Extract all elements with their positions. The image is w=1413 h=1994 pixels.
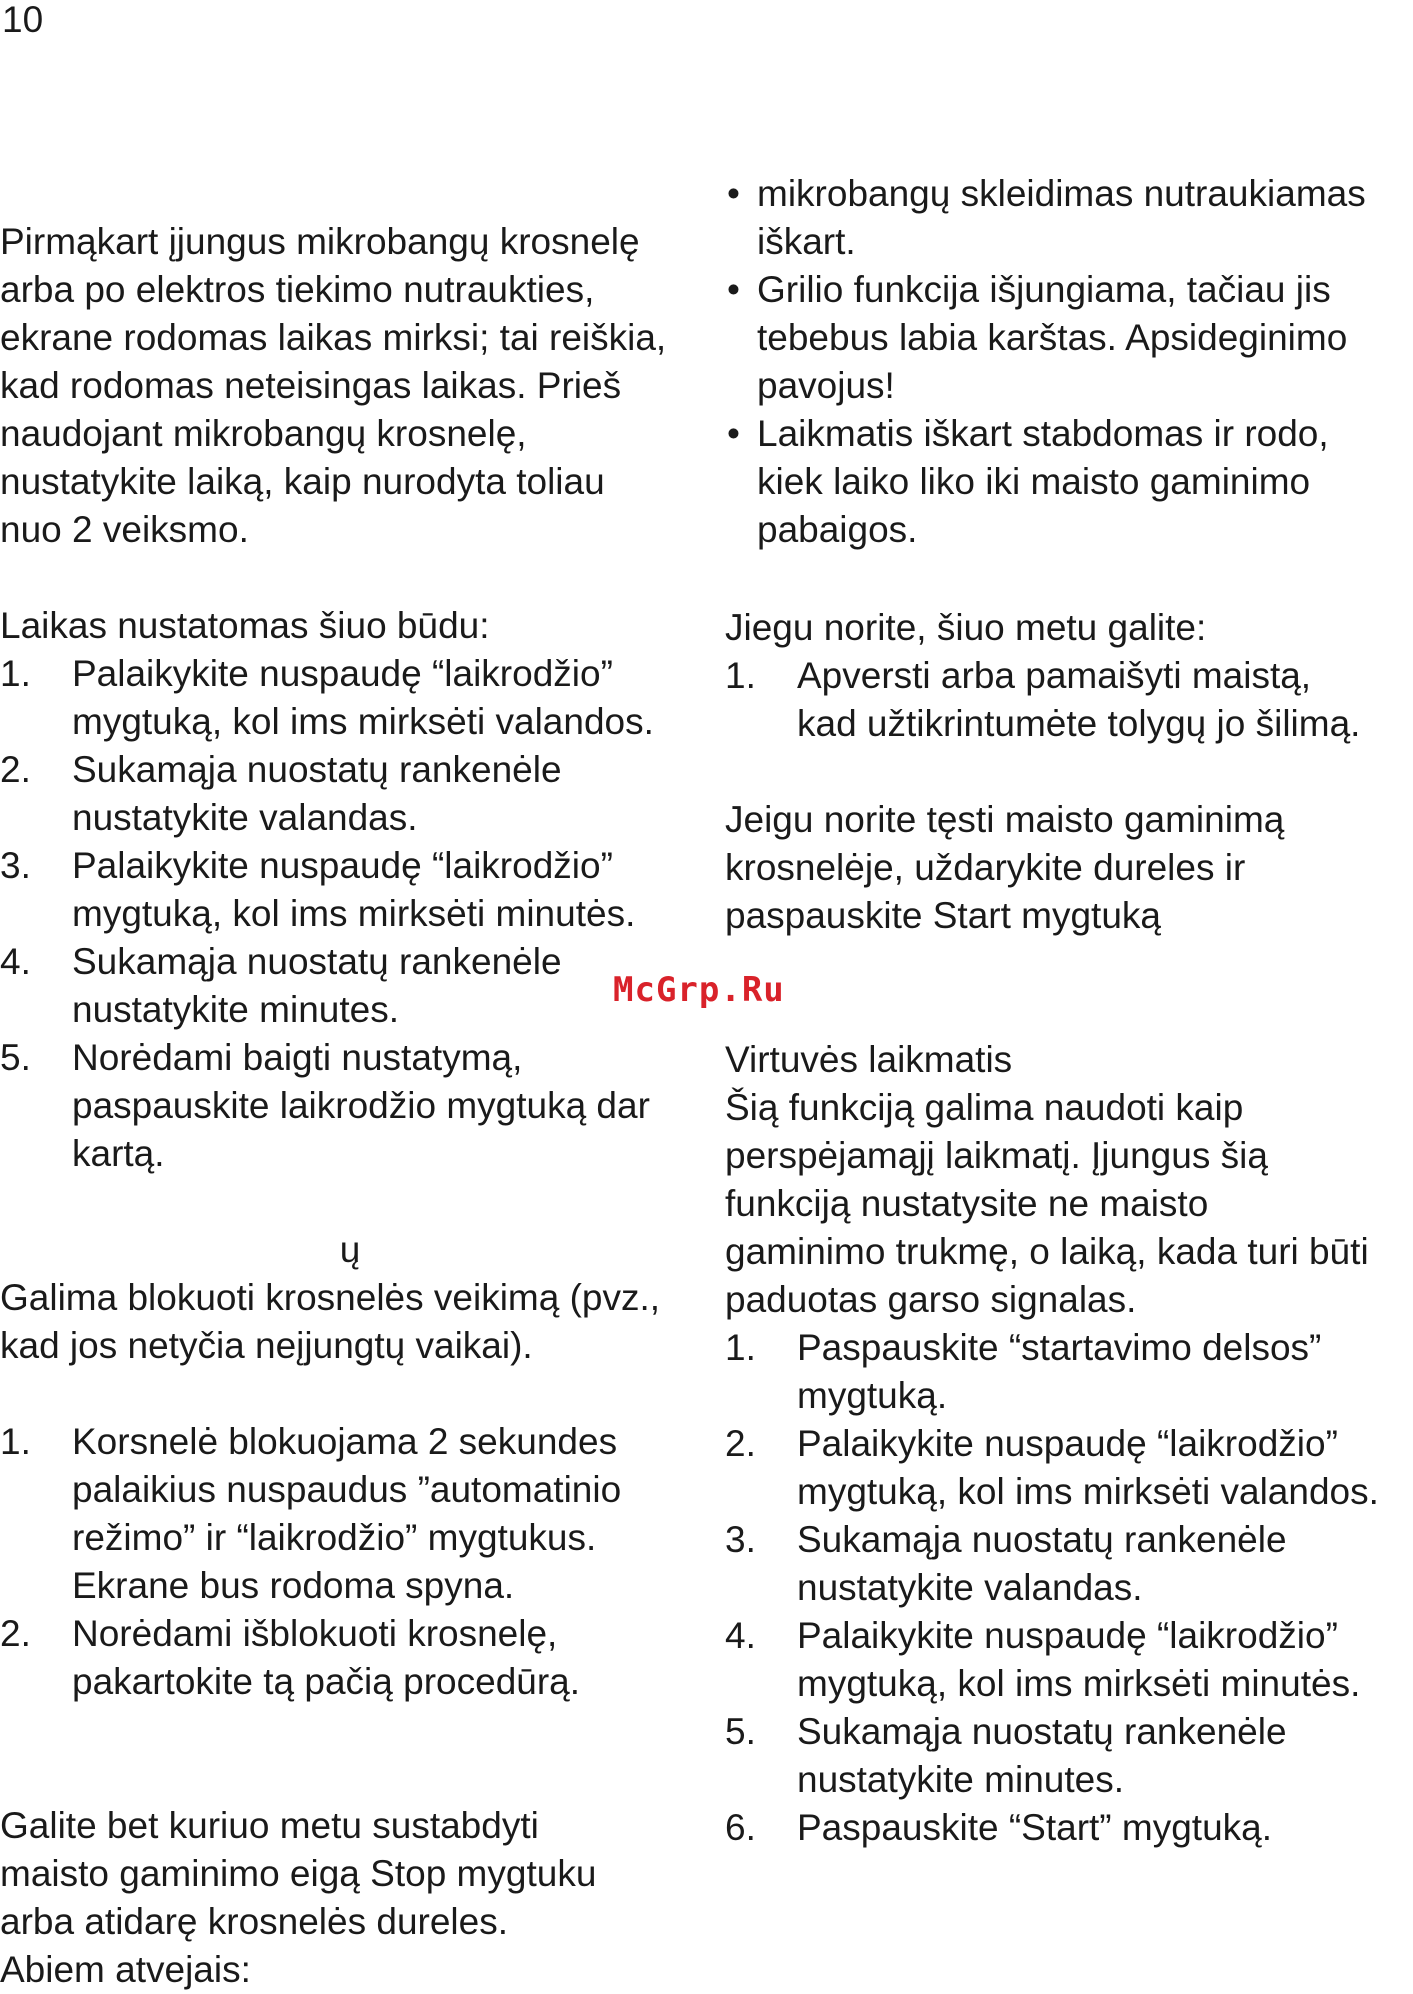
stop-intro-paragraph bbox=[0, 1802, 596, 1994]
list-item-number: 2. bbox=[725, 1423, 756, 1464]
list-item-line: Ekrane bus rodoma spyna. bbox=[72, 1565, 515, 1606]
paragraph-line: naudojant mikrobangų krosnelę, bbox=[0, 413, 527, 454]
list-item-number: 5. bbox=[725, 1711, 756, 1752]
list-item-line: Palaikykite nuspaudę “laikrodžio” bbox=[797, 1615, 1338, 1656]
bullet-item bbox=[725, 410, 1366, 554]
list-item bbox=[725, 652, 1360, 748]
page-number: 10 bbox=[2, 0, 44, 40]
paragraph-line: Šią funkciją galima naudoti kaip bbox=[725, 1087, 1244, 1128]
list-item-number: 3. bbox=[0, 845, 31, 886]
options-steps bbox=[725, 652, 1360, 748]
paragraph-line: gaminimo trukmę, o laiką, kada turi būti bbox=[725, 1231, 1369, 1272]
list-item-number: 3. bbox=[725, 1519, 756, 1560]
list-item-line: pakartokite tą pačią procedūrą. bbox=[72, 1661, 581, 1702]
bullet-item bbox=[725, 170, 1366, 266]
set-time-heading: Laikas nustatomas šiuo būdu: bbox=[0, 605, 490, 646]
list-item bbox=[725, 1804, 1379, 1852]
paragraph-line: nustatykite laiką, kaip nurodyta toliau bbox=[0, 461, 605, 502]
stop-effects-list bbox=[725, 170, 1366, 554]
paragraph-line: arba atidarę krosnelės dureles. bbox=[0, 1901, 509, 1942]
paragraph-line: arba po elektros tiekimo nutraukties, bbox=[0, 269, 595, 310]
paragraph-line: Jeigu norite tęsti maisto gaminimą bbox=[725, 799, 1285, 840]
list-item bbox=[0, 1610, 621, 1706]
bullet-icon: • bbox=[727, 413, 740, 454]
paragraph-line: krosnelėje, uždarykite dureles ir bbox=[725, 847, 1246, 888]
paragraph-line: nuo 2 veiksmo. bbox=[0, 509, 249, 550]
kitchen-timer-heading: Virtuvės laikmatis bbox=[725, 1039, 1013, 1080]
list-item bbox=[725, 1612, 1379, 1708]
list-item bbox=[0, 938, 654, 1034]
paragraph-line: Galite bet kuriuo metu sustabdyti bbox=[0, 1805, 539, 1846]
list-item bbox=[725, 1708, 1379, 1804]
paragraph-line: kad jos netyčia neįjungtų vaikai). bbox=[0, 1325, 533, 1366]
paragraph-line: ekrane rodomas laikas mirksi; tai reiškia, bbox=[0, 317, 667, 358]
bullet-item-line: kiek laiko liko iki maisto gaminimo bbox=[757, 461, 1311, 502]
list-item-number: 1. bbox=[725, 1327, 756, 1368]
list-item-number: 6. bbox=[725, 1807, 756, 1848]
continue-paragraph bbox=[725, 796, 1284, 940]
list-item bbox=[0, 1034, 654, 1178]
bullet-item-line: Laikmatis iškart stabdomas ir rodo, bbox=[757, 413, 1329, 454]
list-item-line: mygtuką, kol ims mirksėti minutės. bbox=[72, 893, 636, 934]
list-item bbox=[0, 1418, 621, 1610]
options-heading: Jiegu norite, šiuo metu galite: bbox=[725, 607, 1207, 648]
list-item-number: 4. bbox=[0, 941, 31, 982]
kitchen-timer-intro bbox=[725, 1084, 1369, 1324]
list-item-line: Norėdami išblokuoti krosnelę, bbox=[72, 1613, 558, 1654]
list-item-line: Norėdami baigti nustatymą, bbox=[72, 1037, 523, 1078]
list-item-line: nustatykite valandas. bbox=[797, 1567, 1143, 1608]
set-time-steps bbox=[0, 650, 654, 1178]
list-item-line: mygtuką, kol ims mirksėti valandos. bbox=[72, 701, 654, 742]
list-item-line: Palaikykite nuspaudę “laikrodžio” bbox=[72, 845, 613, 886]
watermark: McGrp.Ru bbox=[613, 970, 785, 1010]
list-item-line: Apversti arba pamaišyti maistą, bbox=[797, 655, 1312, 696]
bullet-item bbox=[725, 266, 1366, 410]
bullet-item-line: pabaigos. bbox=[757, 509, 918, 550]
list-item bbox=[725, 1324, 1379, 1420]
list-item-line: Sukamąja nuostatų rankenėle bbox=[72, 941, 562, 982]
list-item bbox=[725, 1516, 1379, 1612]
list-item-number: 4. bbox=[725, 1615, 756, 1656]
list-item bbox=[0, 842, 654, 938]
intro-paragraph bbox=[0, 218, 666, 554]
paragraph-line: funkciją nustatysite ne maisto bbox=[725, 1183, 1209, 1224]
list-item-line: mygtuką, kol ims mirksėti valandos. bbox=[797, 1471, 1379, 1512]
paragraph-line: Galima blokuoti krosnelės veikimą (pvz., bbox=[0, 1277, 661, 1318]
list-item-line: kartą. bbox=[72, 1133, 165, 1174]
bullet-icon: • bbox=[727, 269, 740, 310]
list-item-line: Paspauskite “Start” mygtuką. bbox=[797, 1807, 1273, 1848]
list-item bbox=[725, 1420, 1379, 1516]
list-item bbox=[0, 650, 654, 746]
list-item-line: Palaikykite nuspaudę “laikrodžio” bbox=[72, 653, 613, 694]
list-item-number: 1. bbox=[725, 655, 756, 696]
bullet-item-line: pavojus! bbox=[757, 365, 895, 406]
list-item-number: 5. bbox=[0, 1037, 31, 1078]
paragraph-line: kad rodomas neteisingas laikas. Prieš bbox=[0, 365, 622, 406]
bullet-item-line: iškart. bbox=[757, 221, 856, 262]
list-item-line: režimo” ir “laikrodžio” mygtukus. bbox=[72, 1517, 597, 1558]
list-item-line: kad užtikrintumėte tolygų jo šilimą. bbox=[797, 703, 1361, 744]
list-item-line: Palaikykite nuspaudę “laikrodžio” bbox=[797, 1423, 1338, 1464]
paragraph-line: paspauskite Start mygtuką bbox=[725, 895, 1161, 936]
lock-intro-paragraph bbox=[0, 1274, 660, 1370]
bullet-item-line: tebebus labia karštas. Apsideginimo bbox=[757, 317, 1348, 358]
paragraph-line: maisto gaminimo eigą Stop mygtuku bbox=[0, 1853, 597, 1894]
list-item-line: Sukamąja nuostatų rankenėle bbox=[797, 1519, 1287, 1560]
lock-section-glyph: ų bbox=[339, 1229, 361, 1270]
list-item-number: 1. bbox=[0, 1421, 31, 1462]
lock-steps bbox=[0, 1418, 621, 1706]
kitchen-timer-steps bbox=[725, 1324, 1379, 1852]
list-item-line: palaikius nuspaudus ”automatinio bbox=[72, 1469, 622, 1510]
list-item-number: 1. bbox=[0, 653, 31, 694]
list-item-line: mygtuką, kol ims mirksėti minutės. bbox=[797, 1663, 1361, 1704]
list-item-number: 2. bbox=[0, 749, 31, 790]
paragraph-line: Pirmąkart įjungus mikrobangų krosnelę bbox=[0, 221, 640, 262]
bullet-item-line: Grilio funkcija išjungiama, tačiau jis bbox=[757, 269, 1331, 310]
bullet-icon: • bbox=[727, 173, 740, 214]
bullet-item-line: mikrobangų skleidimas nutraukiamas bbox=[757, 173, 1366, 214]
list-item-line: Sukamąja nuostatų rankenėle bbox=[72, 749, 562, 790]
paragraph-line: paduotas garso signalas. bbox=[725, 1279, 1137, 1320]
list-item bbox=[0, 746, 654, 842]
list-item-line: Korsnelė blokuojama 2 sekundes bbox=[72, 1421, 618, 1462]
paragraph-line: Abiem atvejais: bbox=[0, 1949, 251, 1990]
list-item-line: Paspauskite “startavimo delsos” bbox=[797, 1327, 1322, 1368]
list-item-line: mygtuką. bbox=[797, 1375, 948, 1416]
paragraph-line: perspėjamąjį laikmatį. Įjungus šią bbox=[725, 1135, 1268, 1176]
list-item-line: nustatykite minutes. bbox=[797, 1759, 1124, 1800]
list-item-line: paspauskite laikrodžio mygtuką dar bbox=[72, 1085, 650, 1126]
list-item-line: nustatykite minutes. bbox=[72, 989, 399, 1030]
list-item-line: nustatykite valandas. bbox=[72, 797, 418, 838]
list-item-line: Sukamąja nuostatų rankenėle bbox=[797, 1711, 1287, 1752]
list-item-number: 2. bbox=[0, 1613, 31, 1654]
